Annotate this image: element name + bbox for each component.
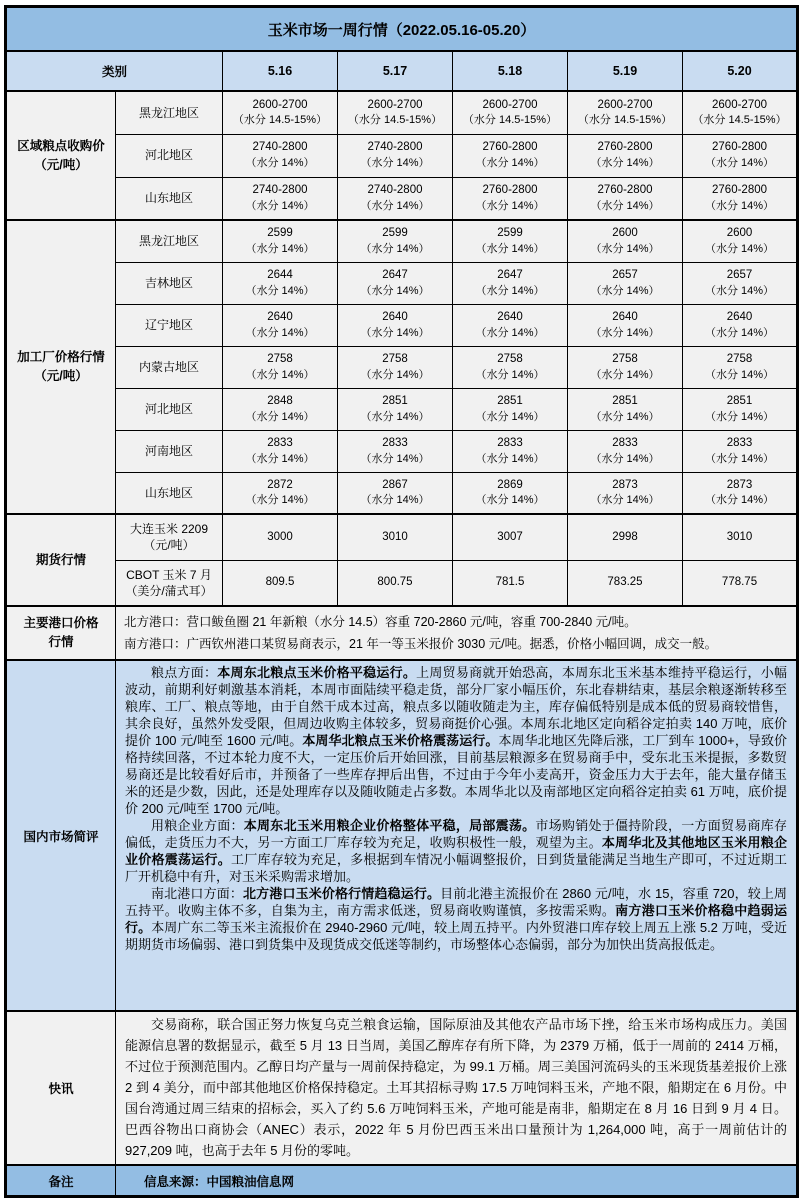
date-header: 5.16 (223, 51, 338, 91)
moisture-note: （水分 14%） (590, 284, 660, 297)
price-cell (338, 430, 453, 472)
price-cell (453, 220, 568, 262)
price-value: 2873 (726, 478, 753, 491)
price-cell (453, 560, 568, 606)
price-cell (223, 134, 338, 177)
row-label (116, 346, 223, 388)
moisture-note: （水分 14%） (245, 199, 315, 212)
ports-label-line: 主要港口价格 (23, 616, 99, 631)
price-cell (568, 91, 683, 134)
review-text-segment: 粮点方面： (151, 665, 218, 680)
price-value: 3010 (726, 530, 753, 543)
price-value: 2873 (612, 478, 638, 491)
price-value: 2640 (726, 310, 753, 323)
price-value: 3007 (497, 530, 523, 543)
processing-plant-price-row (6, 304, 798, 346)
row-label-line: 山东地区 (144, 191, 193, 206)
review-text-segment: 目前北港主流报价在 2860 元/吨，水 15，容重 720，较上周五持平。收购主体不多，自集为主，南方需求低迷，贸易商收购谨慎，多按需采购。 (125, 886, 788, 918)
price-cell (223, 304, 338, 346)
price-cell (568, 430, 683, 472)
price-value: 2872 (267, 478, 293, 491)
price-value: 2833 (382, 436, 408, 449)
page-title: 玉米市场一周行情（2022.05.16-05.20） (6, 7, 798, 52)
moisture-note: （水分 14%） (360, 368, 430, 381)
moisture-note: （水分 14%） (245, 157, 315, 170)
moisture-note: （水分 14%） (475, 452, 545, 465)
price-value: 2740-2800 (252, 184, 308, 197)
moisture-note: （水分 14.5-15%） (232, 114, 328, 127)
price-cell (338, 91, 453, 134)
price-cell (568, 177, 683, 220)
moisture-note: （水分 14%） (475, 494, 545, 507)
moisture-note: （水分 14%） (475, 410, 545, 423)
price-value: 2657 (726, 268, 753, 281)
price-value: 2758 (497, 352, 523, 365)
price-value: 2740-2800 (367, 141, 423, 154)
price-cell (453, 388, 568, 430)
category-header: 类别 (6, 51, 223, 91)
date-header: 5.20 (683, 51, 798, 91)
moisture-note: （水分 14%） (704, 284, 775, 297)
price-value: 2760-2800 (482, 184, 538, 197)
price-cell (683, 346, 798, 388)
moisture-note: （水分 14%） (360, 199, 430, 212)
moisture-note: （水分 14%） (245, 368, 315, 381)
review-paragraph (125, 664, 787, 817)
row-label (116, 388, 223, 430)
price-cell (683, 514, 798, 560)
table-tail-rows (6, 606, 798, 1197)
price-value: 2600-2700 (482, 98, 538, 111)
price-cell (453, 134, 568, 177)
date-header: 5.19 (568, 51, 683, 91)
review-bold-segment: 本周东北玉米用粮企业价格整体平稳，局部震荡。 (243, 818, 536, 833)
price-value: 2640 (267, 310, 293, 323)
price-value: 2833 (267, 436, 293, 449)
ports-label-line: 行情 (48, 635, 74, 649)
row-label-line: 辽宁地区 (144, 317, 193, 332)
moisture-note: （水分 14%） (360, 326, 430, 339)
moisture-note: （水分 14%） (475, 242, 545, 255)
section-label-line: 区域粮点收购价 (17, 138, 105, 153)
price-cell (453, 472, 568, 514)
price-cell (683, 304, 798, 346)
review-text-segment: 工厂库存较为充足，多根据到车情况小幅调整报价，日到货量能满足当地生产即可，不过近期工厂开机稳中有升，对玉米采购需求增加。 (125, 852, 788, 884)
price-value: 2848 (267, 394, 293, 407)
price-cell (568, 220, 683, 262)
price-cell (453, 514, 568, 560)
price-cell (223, 388, 338, 430)
price-cell (568, 304, 683, 346)
row-label-line: 黑龙江地区 (138, 105, 199, 120)
review-paragraph (125, 817, 787, 885)
price-cell (338, 177, 453, 220)
moisture-note: （水分 14%） (475, 157, 545, 170)
moisture-note: （水分 14.5-15%） (462, 114, 558, 127)
price-value: 3000 (267, 530, 293, 543)
ports-label (6, 606, 116, 660)
moisture-note: （水分 14%） (590, 326, 660, 339)
moisture-note: （水分 14%） (475, 368, 545, 381)
moisture-note: （水分 14%） (475, 284, 545, 297)
price-cell (223, 514, 338, 560)
price-value: 2740-2800 (252, 141, 308, 154)
price-value: 2869 (497, 478, 523, 491)
row-label (116, 177, 223, 220)
price-cell (223, 220, 338, 262)
price-cell (453, 177, 568, 220)
price-value: 2758 (267, 352, 293, 365)
price-value: 2851 (382, 394, 408, 407)
moisture-note: （水分 14%） (360, 157, 430, 170)
news-content (116, 1011, 798, 1165)
price-value: 2851 (726, 394, 753, 407)
price-value: 2833 (726, 436, 753, 449)
row-label (116, 514, 223, 560)
remark-row (6, 1165, 798, 1197)
price-cell (568, 346, 683, 388)
price-value: 2758 (612, 352, 638, 365)
price-cell (568, 388, 683, 430)
moisture-note: （水分 14%） (360, 410, 430, 423)
moisture-note: （水分 14%） (590, 199, 660, 212)
price-cell (683, 177, 798, 220)
price-value: 2851 (497, 394, 523, 407)
review-text-segment: 上周贸易商就开始恐高，本周东北玉米基本维持平稳运行，小幅波动，前期利好刺激基本消耗，本周市面陆续平稳走货，部分厂家小幅压价，东北春耕结束，基层余粮逐渐转移至粮库、工厂、粮点等地，由于自然干成本过高，粮点多以随收随走为主，库存偏低特别是成本低的贸易商较惜售，其余良好，虽然外发受限，但周边收购主体较多，贸易商挺价心强。本周东北地区定向稻谷定拍卖 140 万吨，底价提价 100 元/吨至 1600 元/吨。 (125, 665, 788, 748)
price-value: 2640 (612, 310, 638, 323)
region-grain-purchase-label (6, 91, 116, 220)
row-label-line: 河南地区 (144, 443, 193, 458)
price-cell (683, 220, 798, 262)
moisture-note: （水分 14%） (704, 157, 775, 170)
price-cell (683, 430, 798, 472)
price-value: 2833 (612, 436, 638, 449)
moisture-note: （水分 14.5-15%） (347, 114, 443, 127)
moisture-note: （水分 14%） (704, 494, 775, 507)
remark-label: 备注 (6, 1165, 116, 1197)
price-value: 2599 (267, 227, 293, 240)
review-bold-segment: 本周东北粮点玉米价格平稳运行。 (217, 665, 417, 680)
price-cell (338, 560, 453, 606)
price-value: 2647 (382, 268, 408, 281)
ports-lines (124, 611, 788, 655)
processing-plant-price-row (6, 430, 798, 472)
row-label (116, 472, 223, 514)
processing-plant-price-label (6, 220, 116, 514)
date-header: 5.18 (453, 51, 568, 91)
row-label (116, 430, 223, 472)
price-value: 2657 (612, 268, 638, 281)
row-label (116, 134, 223, 177)
price-value: 3010 (382, 530, 408, 543)
moisture-note: （水分 14%） (245, 452, 315, 465)
price-cell (223, 91, 338, 134)
review-text-segment: 用粮企业方面： (151, 818, 244, 833)
futures-market-label (6, 514, 116, 606)
price-value: 2600-2700 (367, 98, 423, 111)
row-label-line: 河北地区 (144, 401, 193, 416)
review-label: 国内市场简评 (6, 660, 116, 1011)
section-label-line: （元/吨） (34, 369, 88, 383)
review-bold-segment: 本周华北粮点玉米价格震荡运行。 (302, 733, 499, 748)
price-cell (453, 430, 568, 472)
moisture-note: （水分 14%） (360, 452, 430, 465)
processing-plant-price-row (6, 220, 798, 262)
price-cell (453, 91, 568, 134)
price-value: 2600-2700 (712, 98, 768, 111)
price-value: 2758 (382, 352, 408, 365)
price-cell (223, 177, 338, 220)
price-value: 2599 (382, 227, 408, 240)
moisture-note: （水分 14%） (704, 410, 775, 423)
price-value: 809.5 (265, 576, 295, 589)
review-text-segment: 本周广东二等玉米主流报价在 2940-2960 元/吨，较上周五持平。内外贸港口库存较上周五上涨 5.2 万吨，受近期期货市场偏弱、港口到货集中及现货成交低迷等制约，市场整体心态偏弱，部分为加快出货高报低走。 (125, 920, 788, 952)
region-grain-purchase-row (6, 91, 798, 134)
moisture-note: （水分 14%） (475, 326, 545, 339)
row-label-line: 河北地区 (144, 148, 193, 163)
table-head-rows (6, 7, 798, 92)
moisture-note: （水分 14%） (704, 242, 775, 255)
price-cell (568, 514, 683, 560)
price-cell (223, 430, 338, 472)
price-cell (683, 388, 798, 430)
moisture-note: （水分 14.5-15%） (577, 114, 673, 127)
price-value: 2644 (267, 268, 293, 281)
moisture-note: （水分 14%） (245, 326, 315, 339)
price-cell (338, 262, 453, 304)
price-value: 2867 (382, 478, 408, 491)
section-label-line: （元/吨） (34, 157, 88, 172)
section-label-line: 期货行情 (35, 552, 86, 567)
price-cell (568, 262, 683, 304)
row-label-line: 山东地区 (144, 485, 193, 500)
review-bold-segment: 北方港口玉米价格行情趋稳运行。 (243, 886, 441, 901)
price-value: 2640 (382, 310, 408, 323)
processing-plant-price-row (6, 472, 798, 514)
title-row (6, 7, 798, 52)
review-paragraphs (125, 664, 787, 953)
price-cell (683, 134, 798, 177)
moisture-note: （水分 14%） (245, 494, 315, 507)
price-cell (683, 560, 798, 606)
review-bold-segment: 南方港口玉米价格稳中趋弱运行。 (125, 903, 788, 935)
price-cell (223, 560, 338, 606)
moisture-note: （水分 14%） (590, 368, 660, 381)
price-value: 2760-2800 (597, 141, 653, 154)
date-header: 5.17 (338, 51, 453, 91)
price-cell (338, 388, 453, 430)
domestic-review-row (6, 660, 798, 1011)
price-cell (568, 134, 683, 177)
moisture-note: （水分 14%） (590, 452, 660, 465)
column-header-row (6, 51, 798, 91)
moisture-note: （水分 14%） (360, 284, 430, 297)
ports-row (6, 606, 798, 660)
ports-line: 北方港口：营口鲅鱼圈 21 年新粮（水分 14.5）容重 720-2860 元/吨，容重 700-2840 元/吨。 (124, 615, 637, 629)
review-bold-segment: 本周华北及其他地区玉米用粮企业价格震荡运行。 (125, 835, 788, 867)
processing-plant-price-row (6, 262, 798, 304)
price-cell (453, 346, 568, 388)
remark-text: 信息来源：中国粮油信息网 (116, 1165, 798, 1197)
price-value: 2758 (726, 352, 753, 365)
row-label-line: （美分/蒲式耳） (125, 583, 213, 598)
price-section-rows (6, 91, 798, 606)
moisture-note: （水分 14%） (245, 242, 315, 255)
price-cell (453, 304, 568, 346)
futures-market-row (6, 514, 798, 560)
price-value: 2833 (497, 436, 523, 449)
review-text-segment: 本周华北地区先降后涨，工厂到车 1000+，导致价格持续回落，不过本轮力度不大，一定压价后开始回涨，目前基层粮源多在贸易商手中，受东北玉米提振，多数贸易商还是比较看好后市，并预备了一些库存押后出售，不过由于今年小麦高开，资金压力大于去年，能大量存储玉米的还是少数，因此，还是处理库存以及随收随走占多数。本周华北以及南部地区定向稻谷定拍卖 61 万吨，底价提价 200 元/吨至 1700 元/吨。 (125, 733, 788, 816)
row-label-line: CBOT 玉米 7 月 (126, 567, 212, 582)
moisture-note: （水分 14%） (590, 410, 660, 423)
processing-plant-price-row (6, 388, 798, 430)
price-cell (338, 472, 453, 514)
moisture-note: （水分 14%） (475, 199, 545, 212)
row-label-line: 内蒙古地区 (138, 359, 199, 374)
price-value: 2760-2800 (597, 184, 653, 197)
row-label (116, 220, 223, 262)
row-label-line: 吉林地区 (144, 275, 193, 290)
news-row (6, 1011, 798, 1165)
futures-market-row (6, 560, 798, 606)
row-label (116, 304, 223, 346)
row-label (116, 91, 223, 134)
price-cell (338, 134, 453, 177)
region-grain-purchase-row (6, 134, 798, 177)
price-value: 2998 (612, 530, 638, 543)
price-value: 2600-2700 (252, 98, 308, 111)
price-cell (338, 514, 453, 560)
ports-content (116, 606, 798, 660)
news-label: 快讯 (6, 1011, 116, 1165)
row-label-line: 大连玉米 2209 (129, 522, 209, 537)
price-cell (568, 472, 683, 514)
price-cell (568, 560, 683, 606)
price-value: 2600 (726, 227, 753, 240)
moisture-note: （水分 14%） (704, 452, 775, 465)
region-grain-purchase-row (6, 177, 798, 220)
moisture-note: （水分 14%） (704, 199, 775, 212)
moisture-note: （水分 14%） (360, 494, 430, 507)
moisture-note: （水分 14%） (245, 410, 315, 423)
corn-market-table (4, 5, 799, 1198)
price-value: 2851 (612, 394, 638, 407)
price-cell (223, 346, 338, 388)
row-label-line: （元/吨） (143, 538, 195, 553)
moisture-note: （水分 14.5-15%） (692, 114, 787, 127)
price-value: 2760-2800 (712, 141, 768, 154)
moisture-note: （水分 14%） (704, 326, 775, 339)
price-value: 781.5 (495, 576, 525, 589)
price-cell (338, 220, 453, 262)
moisture-note: （水分 14%） (590, 157, 660, 170)
price-cell (338, 304, 453, 346)
price-value: 778.75 (721, 576, 758, 589)
ports-line: 南方港口：广西钦州港口某贸易商表示，21 年一等玉米报价 3030 元/吨。据悉，价格小幅回调，成交一般。 (124, 637, 718, 651)
review-content (116, 660, 798, 1011)
price-cell (223, 262, 338, 304)
price-value: 2600-2700 (597, 98, 653, 111)
price-value: 800.75 (377, 576, 413, 589)
row-label-line: 黑龙江地区 (138, 234, 199, 249)
section-label-line: 加工厂价格行情 (17, 350, 105, 365)
review-text-segment: 市场购销处于僵持阶段，一方面贸易商库存偏低，走货压力不大，另一方面工厂库存较为充足，收购积极性一般，观望为主。 (125, 818, 788, 850)
price-cell (338, 346, 453, 388)
moisture-note: （水分 14%） (704, 368, 775, 381)
price-cell (223, 472, 338, 514)
moisture-note: （水分 14%） (590, 494, 660, 507)
price-value: 2600 (612, 227, 638, 240)
moisture-note: （水分 14%） (590, 242, 660, 255)
row-label (116, 262, 223, 304)
processing-plant-price-row (6, 346, 798, 388)
price-value: 2740-2800 (367, 184, 423, 197)
news-paragraph: 交易商称，联合国正努力恢复乌克兰粮食运输，国际原油及其他农产品市场下挫，给玉米市场构成压力。美国能源信息署的数据显示，截至 5 月 13 日当周，美国乙醇库存有所下降，为 2379 万桶，低于一周前的 2414 万桶，不过位于预测范围内。乙醇日均产量与一周前保持稳定，为 99.1 万桶。周三美国河流码头的玉米现货基差报价上涨 2 到 4 美分，而中部其他地区价格保持稳定。土耳其招标寻购 17.5 万吨饲料玉米，产地不限，船期定在 6 月份。中国台湾通过周三结束的招标会，买入了约 5.6 万吨饲料玉米，产地可能是南非，船期定在 8 月 16 日到 9 月 4 日。巴西谷物出口商协会（ANEC）表示，2022 年 5 月份巴西玉米出口量预计为 1,264,000 吨，高于一周前估计的 927,209 吨，也高于去年 5 月份的零吨。 (125, 1017, 788, 1158)
price-value: 2760-2800 (482, 141, 538, 154)
price-cell (683, 91, 798, 134)
review-paragraph (125, 885, 787, 953)
moisture-note: （水分 14%） (360, 242, 430, 255)
moisture-note: （水分 14%） (245, 284, 315, 297)
price-cell (683, 262, 798, 304)
price-cell (453, 262, 568, 304)
price-value: 2599 (497, 227, 523, 240)
price-value: 783.25 (607, 576, 643, 589)
price-value: 2647 (497, 268, 523, 281)
row-label (116, 560, 223, 606)
price-value: 2760-2800 (712, 184, 768, 197)
price-cell (683, 472, 798, 514)
price-value: 2640 (497, 310, 523, 323)
review-text-segment: 南北港口方面： (151, 886, 244, 901)
